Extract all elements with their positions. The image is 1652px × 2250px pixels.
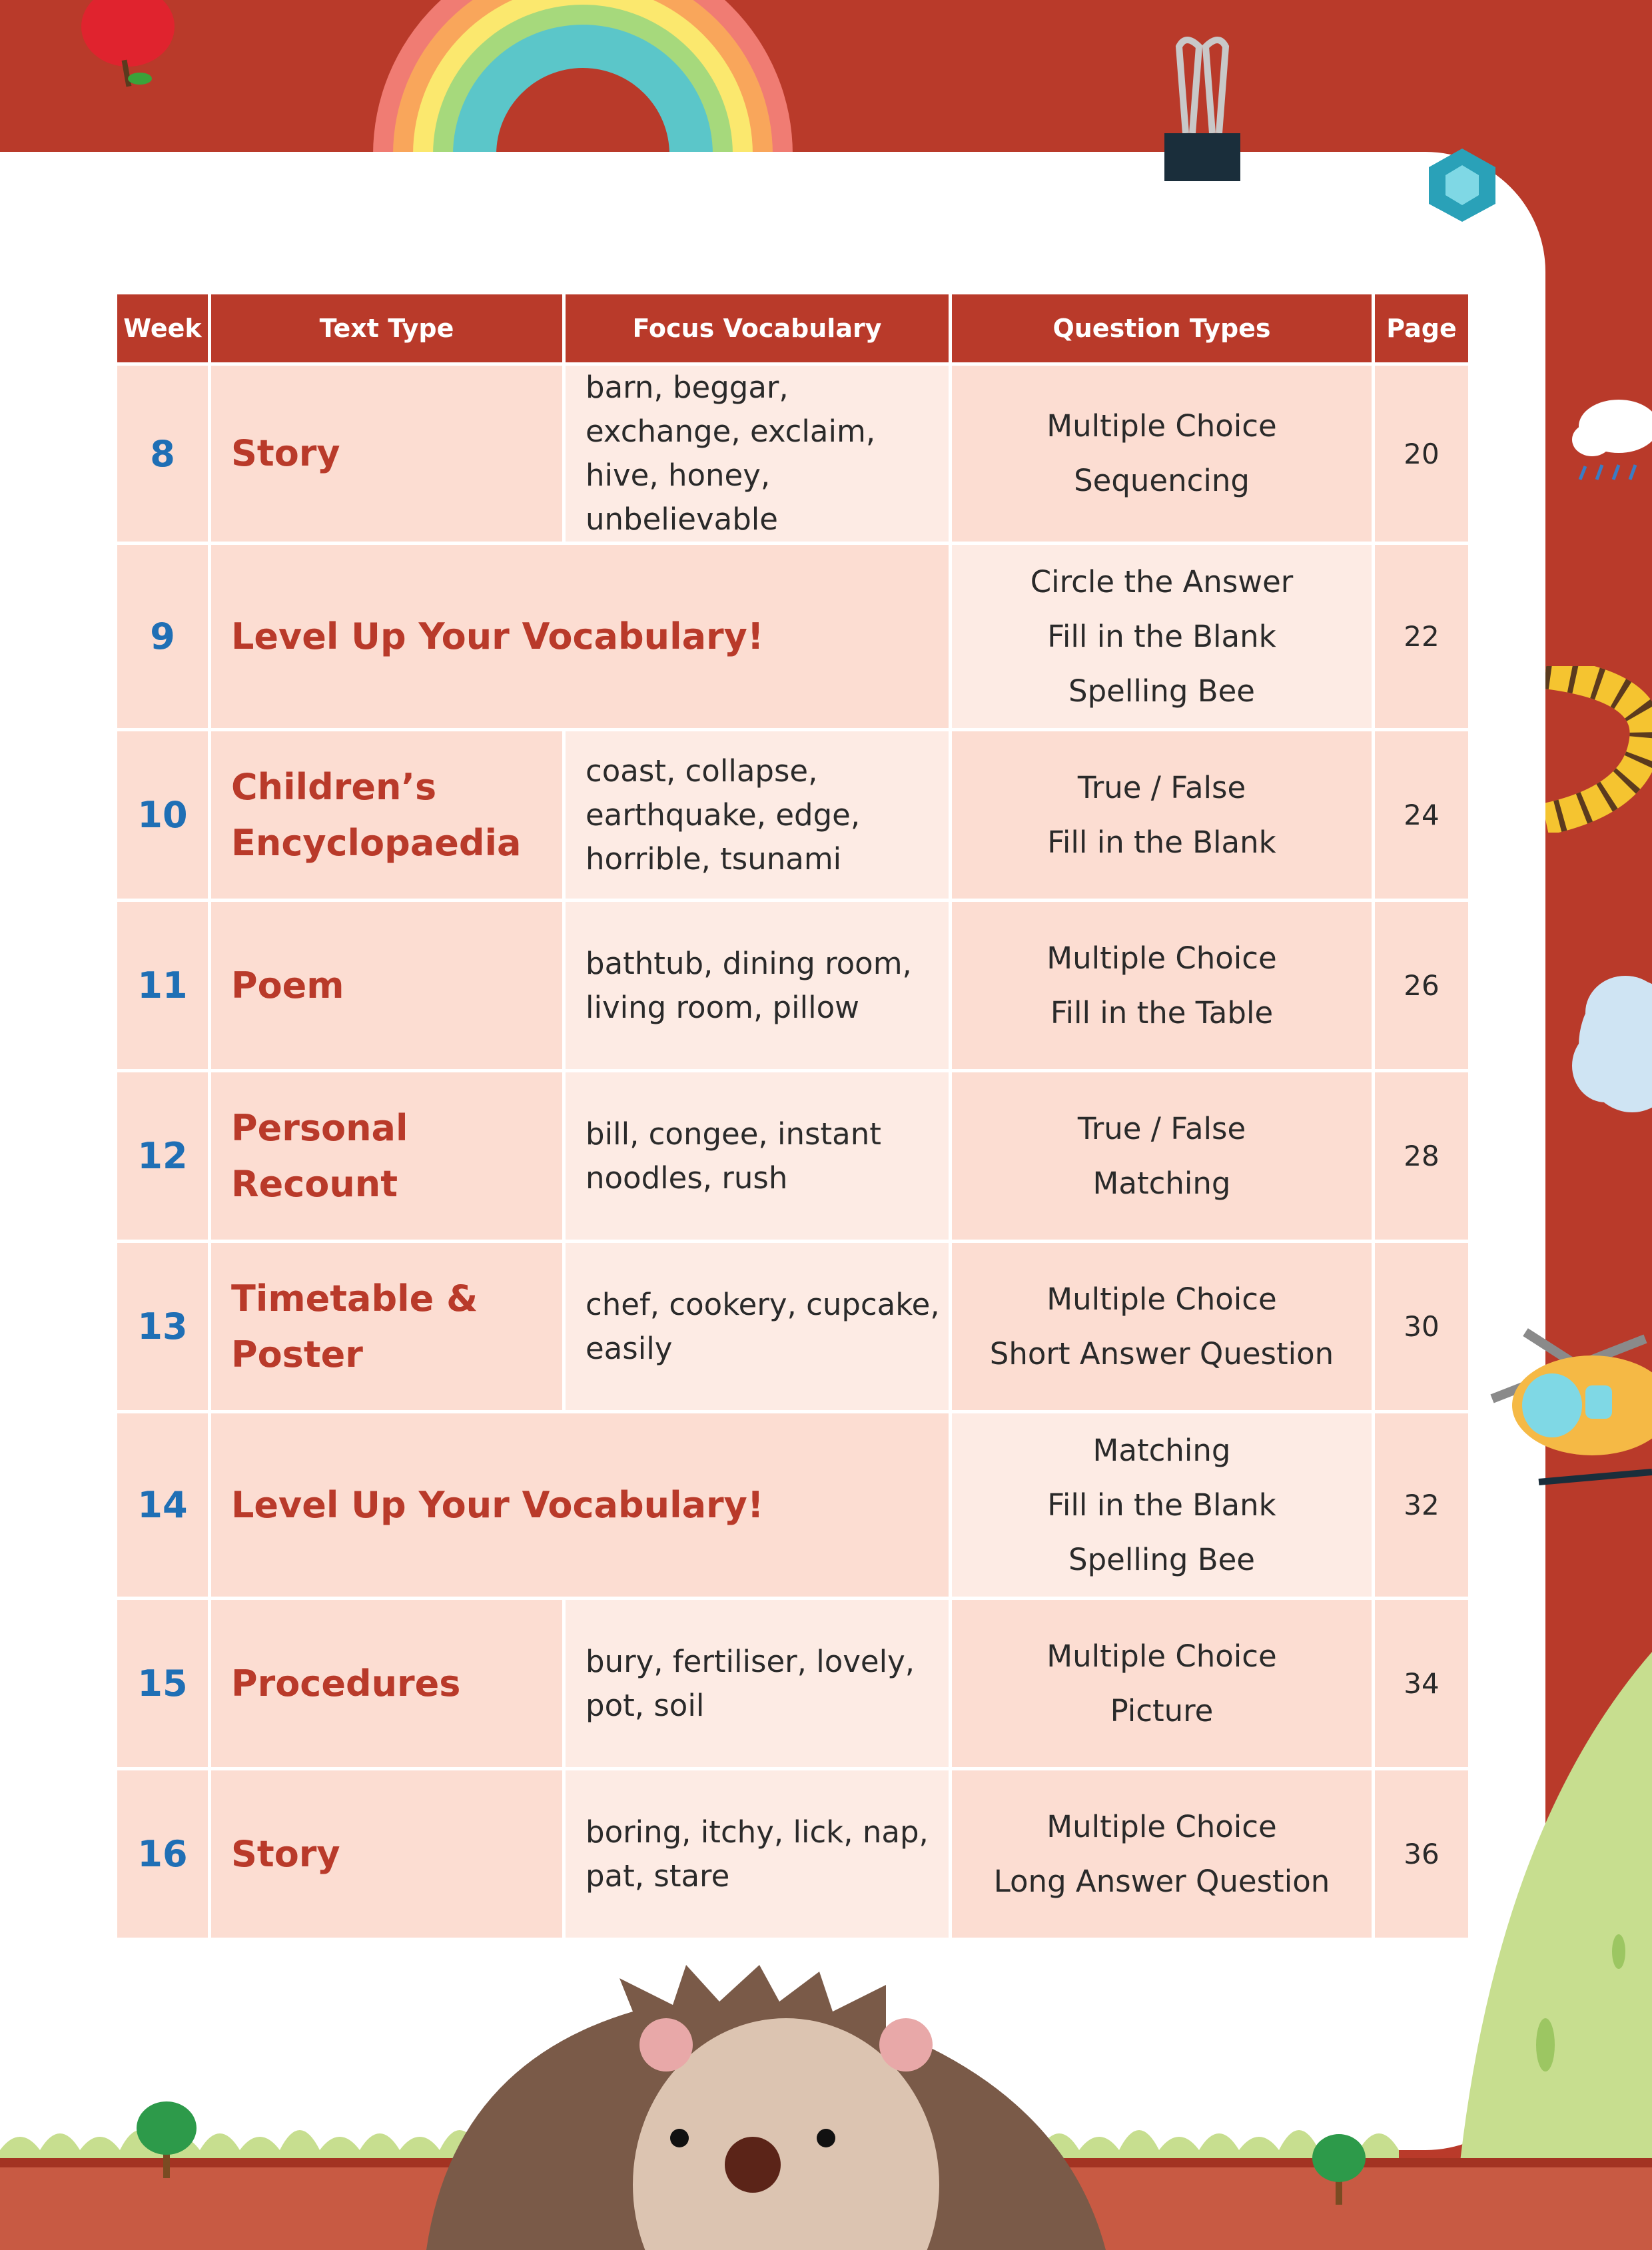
tree-icon xyxy=(130,2098,203,2178)
page-number: 26 xyxy=(1375,899,1468,1069)
text-type: Level Up Your Vocabulary! xyxy=(211,1410,952,1597)
text-type: Children’s Encyclopaedia xyxy=(211,728,566,899)
focus-vocabulary: coast, collapse, earthquake, edge, horrible, tsunami xyxy=(566,728,952,899)
question-type: Spelling Bee xyxy=(1068,1541,1255,1577)
week-number: 14 xyxy=(117,1410,211,1597)
question-type: Fill in the Blank xyxy=(1047,1487,1276,1523)
header-page: Page xyxy=(1375,294,1468,362)
week-number: 16 xyxy=(117,1767,211,1938)
page-number: 24 xyxy=(1375,728,1468,899)
text-type: Procedures xyxy=(211,1597,566,1767)
question-type: Spelling Bee xyxy=(1068,673,1255,709)
apple-icon xyxy=(67,0,193,93)
rain-cloud-icon xyxy=(1572,373,1652,486)
question-type: Fill in the Table xyxy=(1050,994,1274,1030)
question-type: True / False xyxy=(1077,1110,1246,1146)
page-number: 20 xyxy=(1375,362,1468,542)
week-number: 10 xyxy=(117,728,211,899)
table-row[interactable] xyxy=(117,542,1468,728)
week-number: 15 xyxy=(117,1597,211,1767)
text-type: Level Up Your Vocabulary! xyxy=(211,542,952,728)
text-type: Story xyxy=(211,362,566,542)
question-type: Multiple Choice xyxy=(1046,1808,1277,1844)
table-row[interactable] xyxy=(117,1240,1468,1410)
week-number: 9 xyxy=(117,542,211,728)
table-row[interactable] xyxy=(117,362,1468,542)
gem-icon xyxy=(1426,145,1499,225)
question-types xyxy=(952,542,1375,728)
text-type: Story xyxy=(211,1767,566,1938)
question-types xyxy=(952,1767,1375,1938)
question-type: Matching xyxy=(1092,1165,1231,1201)
text-type: Timetable & Poster xyxy=(211,1240,566,1410)
table-row[interactable] xyxy=(117,1410,1468,1597)
question-type: Fill in the Blank xyxy=(1047,618,1276,654)
question-types xyxy=(952,728,1375,899)
focus-vocabulary: bill, congee, instant noodles, rush xyxy=(566,1069,952,1240)
header-text-type: Text Type xyxy=(211,294,566,362)
table-row[interactable] xyxy=(117,1597,1468,1767)
helicopter-icon xyxy=(1485,1319,1652,1505)
question-type: Circle the Answer xyxy=(1030,563,1294,599)
question-type: Multiple Choice xyxy=(1046,408,1277,444)
page-number: 32 xyxy=(1375,1410,1468,1597)
tiger-tail-icon xyxy=(1545,666,1652,833)
focus-vocabulary: bury, fertiliser, lovely, pot, soil xyxy=(566,1597,952,1767)
question-type: Sequencing xyxy=(1074,463,1250,498)
question-types xyxy=(952,1240,1375,1410)
focus-vocabulary: chef, cookery, cupcake, easily xyxy=(566,1240,952,1410)
question-type: Long Answer Question xyxy=(993,1863,1330,1899)
question-type: Multiple Choice xyxy=(1046,1638,1277,1674)
contents-table xyxy=(117,294,1468,1938)
question-types xyxy=(952,1410,1375,1597)
hedgehog-icon xyxy=(400,1965,1132,2250)
rainbow-icon xyxy=(373,0,793,155)
question-types xyxy=(952,362,1375,542)
question-type: Multiple Choice xyxy=(1046,940,1277,976)
week-number: 12 xyxy=(117,1069,211,1240)
question-types xyxy=(952,1069,1375,1240)
question-type: Matching xyxy=(1092,1432,1231,1468)
table-row[interactable] xyxy=(117,1069,1468,1240)
focus-vocabulary: bathtub, dining room, living room, pillow xyxy=(566,899,952,1069)
question-types xyxy=(952,1597,1375,1767)
question-types xyxy=(952,899,1375,1069)
table-row[interactable] xyxy=(117,1767,1468,1938)
cloud-icon xyxy=(1565,966,1652,1126)
text-type: Poem xyxy=(211,899,566,1069)
table-header-row xyxy=(117,294,1468,362)
focus-vocabulary: boring, itchy, lick, nap, pat, stare xyxy=(566,1767,952,1938)
header-week: Week xyxy=(117,294,211,362)
question-type: Fill in the Blank xyxy=(1047,824,1276,860)
week-number: 8 xyxy=(117,362,211,542)
question-type: Picture xyxy=(1110,1692,1214,1728)
tree-icon xyxy=(1306,2131,1372,2205)
question-type: True / False xyxy=(1077,769,1246,805)
question-type: Short Answer Question xyxy=(989,1335,1334,1371)
header-question-types: Question Types xyxy=(952,294,1375,362)
header-focus-vocabulary: Focus Vocabulary xyxy=(566,294,952,362)
table-row[interactable] xyxy=(117,728,1468,899)
page-number: 36 xyxy=(1375,1767,1468,1938)
question-type: Multiple Choice xyxy=(1046,1281,1277,1317)
page-number: 28 xyxy=(1375,1069,1468,1240)
week-number: 11 xyxy=(117,899,211,1069)
table-row[interactable] xyxy=(117,899,1468,1069)
text-type: Personal Recount xyxy=(211,1069,566,1240)
binder-clip-icon xyxy=(1159,33,1246,187)
page-number: 34 xyxy=(1375,1597,1468,1767)
focus-vocabulary: barn, beggar, exchange, exclaim, hive, honey, unbelievable xyxy=(566,362,952,542)
page-number: 22 xyxy=(1375,542,1468,728)
page-number: 30 xyxy=(1375,1240,1468,1410)
week-number: 13 xyxy=(117,1240,211,1410)
